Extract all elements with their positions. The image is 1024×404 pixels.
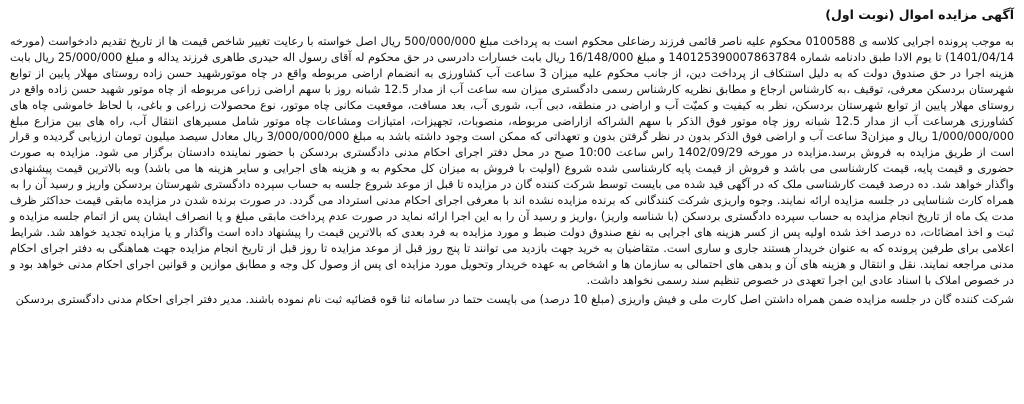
notice-footer: شرکت کننده گان در جلسه مزایده ضمن همراه داشتن اصل کارت ملی و فیش واریزی (مبلغ 10 درصد) می بایست حتما در سامانه ثنا قوه قضائیه ثبت نام نموده باشند. مدیر دفتر اجرای احکام مدنی دادگستری بردسکن xyxy=(15,292,1014,306)
notice-body: به موجب پرونده اجرایی کلاسه ی 0100588 محکوم علیه ناصر قائمی فرزند رضاعلی محکوم است به پرداخت مبلغ 500/000/000 ریال اصل خواسته با رعایت تغییر شاخص قیمت ها از تاریخ تقدیم دادخواست (مورخه 1401/04/14) تا یوم الادا طبق دادنامه شماره 140125390007863784 و مبلغ 16/148/000 ریال بابت خسارات دادرسی در حق محکوم له آقای رسول اله حیدری طاهری فرزند یداله و مبلغ 25/000/000 ریال بابت هزینه اجرا در حق صندوق دولت که به دلیل استنکاف از پرداخت دین، از جانب محکوم علیه میزان 3 ساعت آب کشاورزی به انضمام اراضی مربوطه واقع در چاه موتورشهید حسن زاده روستای مهلار پایین از توابع شهرستان بردسکن معرفی، توقیف ،به کارشناس ارجاع و مطابق نظریه کارشناس رسمی دادگستری میزان سه ساعت آب از مدار 12.5 شبانه روز با سهم اراضی زراعی مربوطه از چاه موتور شهید حسن زاده واقع در روستای مهلار پایین از توابع شهرستان بردسکن، نظر به کیفیت و کمیّت آب و اراضی در منطقه، دبی آب، شوری آب، بعد مسافت، موقعیت مکانی چاه موتور، نوع محصولات زراعی و باغی، با لحاظ خاموشی چاه های کشاورزی هرساعت آب از مدار 12.5 شبانه روز چاه موتور فوق الذکر با سهم الشراکه ازاراضی مربوطه، منصوبات، تجهیزات، امتیازات ومشاعات چاه موتور شامل مسیرهای انتقال آب، راه های بین مزارع مبلغ 1/000/000/000 ریال و میزان3 ساعت آب و اراضی فوق الذکر بدون در نظر گرفتن بدون و تعهداتی که ممکن است وجود داشته باشد به مبلغ 3/000/000/000 ریال معادل سیصد میلیون تومان ارزیابی گردیده و قرار است از طریق مزایده به فروش برسد.مزایده در مورخه 1402/09/29 راس ساعت 10:00 صبح در محل دفتر اجرای احکام مدنی دادگستری بردسکن با حضور نماینده دادستان برگزار می شود. مزایده به صورت حضوری و قیمت پایه، قیمت کارشناسی می باشد و فروش از قیمت پایه کارشناسی شده شروع (اولیت با فروش به میزان کل محکوم به و هزینه های اجرایی و سایر هزینه ها می باشد) وبه بالاترین قیمت پیشنهادی واگذار خواهد شد. ده درصد قیمت کارشناسی ملک که در آگهی قید شده می بایست توسط شرکت کننده گان در مزایده تا قبل از موعد شروع جلسه به حساب سپرده دادگستری شهرستان بردسکن واریز و رسید آن را به همراه کارت شناسایی در جلسه مزایده ارائه نمایند. وجوه واریزی شرکت کنندگانی که برنده مزایده نشده اند با معرفی اجرای احکام مدنی استرداد می گردد. در صورت برنده شدن در مزایده مابقی قیمت حداکثر ظرف مدت یک ماه از تاریخ انجام مزایده به حساب سپرده دادگستری بردسکن (با شناسه واریز) ،واریز و رسید آن را به این اجرا ارائه نماید در صورت عدم پرداخت مابقی مبلغ و یا انصراف ایشان پس از اتمام جلسه مزایده و ثبت و اخذ امضائات، ده درصد اخذ شده اولیه پس از کسر هزینه های اجرایی به نفع صندوق دولت ضبط و مورد مزایده به فرد بعدی که بالاترین قیمت را پیشنهاد داده است واگذار و یا مزایده تجدید خواهد شد. شرایط اعلامی برای طرفین پرونده که به عنوان خریدار هستند جاری و ساری است. متقاضیان به خرید جهت بازدید می توانند تا پنج روز قبل از موعد مزایده تا روز قبل از تاریخ انجام مزایده جهت هماهنگی به دفتر اجرای احکام مدنی مراجعه نمایند. نقل و انتقال و هزینه های آن و بدهی های احتمالی به سازمان ها و اشخاص به عهده خریدار وتحویل مورد مزایده ای پس از وصول کل وجه و مطابق موازین و قوانین اجرای احکام مدنی خواهد بود و در خصوص املاک با اسناد عادی این اجرا تعهدی در خصوص تنظیم سند رسمی نخواهد داشت. xyxy=(10,35,1015,287)
notice-title: آگهی مزایده اموال (نوبت اول) xyxy=(825,7,1014,22)
